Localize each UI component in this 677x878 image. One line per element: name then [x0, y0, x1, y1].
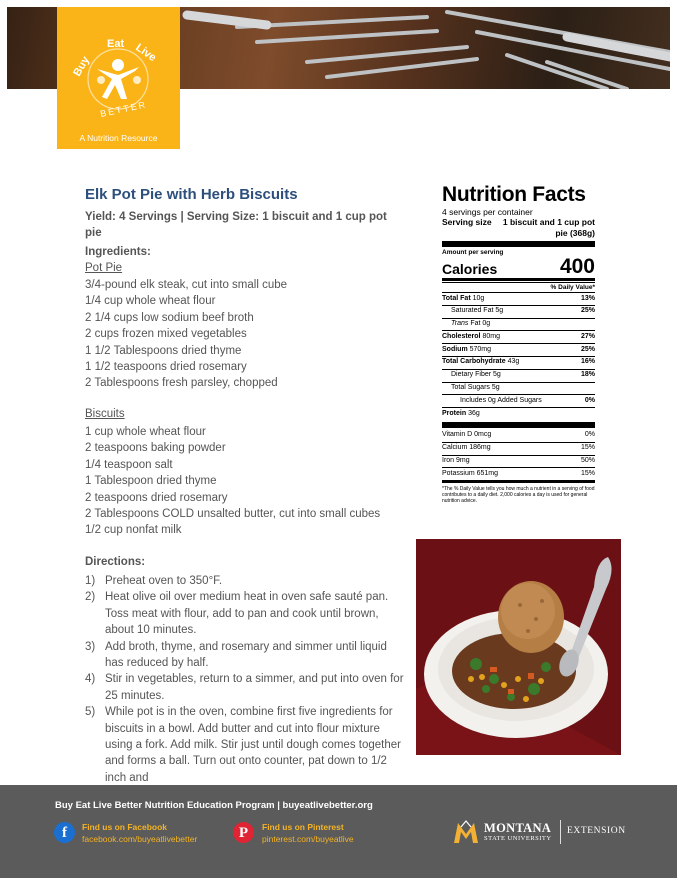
buy-eat-live-better-logo — [57, 7, 180, 149]
vitamin-name: Vitamin D 0mcg — [442, 431, 492, 439]
pinterest-link-url[interactable]: pinterest.com/buyeatlive — [262, 834, 354, 844]
msu-name: MONTANA — [484, 821, 552, 835]
nutrient-name: Includes 0g Added Sugars — [460, 396, 542, 404]
ingredient-item: 1 1/2 Tablespoons dried thyme — [85, 344, 242, 357]
logo-word-eat: Eat — [107, 38, 125, 50]
vitamin-pct: 50% — [580, 457, 595, 465]
nutrient-amount: 10g — [472, 294, 485, 302]
nutrient-amount: Fat 0g — [470, 320, 491, 328]
nutrient-pct: 18% — [580, 371, 595, 379]
nutrient-pct: 13% — [580, 294, 595, 302]
nutrient-row-added-sugars — [442, 394, 595, 407]
nutrient-pct: 16% — [580, 358, 595, 366]
nutrient-amount: 80mg — [482, 332, 500, 340]
recipe-yield: Yield: 4 Servings | Serving Size: 1 biscuit and 1 cup pot pie — [85, 211, 387, 239]
biscuit-ingredients-list — [85, 424, 380, 539]
msu-extension-label: EXTENSION — [567, 826, 626, 836]
nutrient-name: Sodium — [442, 345, 468, 353]
nutrient-row-total-carbohydrate — [442, 356, 595, 369]
direction-step — [85, 573, 405, 589]
directions-list — [85, 573, 405, 786]
msu-subtitle: STATE UNIVERSITY — [484, 835, 552, 842]
logo-tagline: A Nutrition Resource — [79, 133, 158, 143]
ingredient-item: 1/4 cup whole wheat flour — [85, 295, 216, 308]
serving-size — [442, 217, 595, 239]
vitamin-pct: 15% — [580, 469, 595, 477]
step-number: 4) — [85, 673, 96, 686]
nutrient-name: Trans — [451, 320, 469, 328]
logo-word-live: Live — [133, 41, 159, 65]
step-number: 2) — [85, 591, 96, 604]
nutrient-name: Cholesterol — [442, 332, 481, 340]
calories-row — [442, 256, 595, 277]
nutrient-amount: 5g — [493, 371, 501, 379]
daily-value-header: % Daily Value* — [442, 282, 595, 292]
msu-mountain-icon — [452, 818, 480, 846]
vitamin-pct: 0% — [584, 431, 595, 439]
facebook-link-url[interactable]: facebook.com/buyeatlivebetter — [82, 834, 198, 844]
step-number: 1) — [85, 575, 96, 587]
pinterest-link-title[interactable]: Find us on Pinterest — [262, 822, 344, 832]
amount-per-serving: Amount per serving — [442, 249, 504, 256]
ingredient-item: 2 cups frozen mixed vegetables — [85, 328, 247, 341]
divider — [560, 820, 561, 844]
ingredient-item: 1/2 cup nonfat milk — [85, 524, 182, 537]
nutrient-amount: 5g — [491, 384, 500, 392]
serving-size-label: Serving size — [442, 217, 492, 227]
pot-pie-label: Pot Pie — [85, 262, 123, 274]
step-text: Heat olive oil over medium heat in oven safe sauté pan. Toss meat with flour, add to pan and cook until brown, about 10 minutes. — [105, 591, 389, 637]
nutrient-name: Protein — [442, 409, 467, 417]
step-text: Add broth, thyme, and rosemary and simmer until liquid has reduced by half. — [105, 640, 387, 670]
nutrition-facts-panel — [442, 183, 595, 504]
vitamin-name: Iron 9mg — [442, 457, 470, 465]
nutrient-pct: 27% — [580, 332, 595, 340]
step-text: Preheat oven to 350°F. — [105, 575, 223, 587]
divider — [442, 241, 595, 247]
nutrient-amount: 5g — [495, 307, 504, 315]
nutrient-row-total-sugars — [442, 382, 595, 395]
elk-pot-pie-photo — [416, 539, 621, 755]
direction-step — [85, 639, 405, 672]
serving-size-value: 1 biscuit and 1 cup pot pie (368g) — [502, 217, 595, 238]
ingredient-item: 2 teaspoons dried rosemary — [85, 491, 228, 504]
vitamin-row — [442, 430, 595, 442]
msu-extension-logo — [452, 817, 627, 847]
ingredient-item: 1 Tablespoon dried thyme — [85, 475, 217, 488]
nutrient-pct: 0% — [584, 396, 595, 404]
ingredient-item: 2 1/4 cups low sodium beef broth — [85, 311, 254, 324]
nutrient-amount: 36g — [468, 409, 480, 417]
nutrient-pct: 25% — [580, 307, 595, 315]
directions-label: Directions: — [85, 556, 146, 568]
nutrition-facts-title: Nutrition Facts — [442, 183, 586, 206]
facebook-icon[interactable]: f — [54, 822, 75, 843]
ingredient-item: 2 Tablespoons fresh parsley, chopped — [85, 377, 278, 390]
vitamin-row — [442, 467, 595, 480]
ingredient-item: 1 cup whole wheat flour — [85, 426, 206, 438]
vitamin-row — [442, 442, 595, 455]
nutrient-row-total-fat — [442, 292, 595, 305]
direction-step — [85, 589, 405, 638]
pot-pie-ingredients-list — [85, 277, 287, 392]
step-text: While pot is in the oven, combine first five ingredients for biscuits in a bowl. Add butter and cut into flour mixture using a fork. Add milk. Stir just until dough comes together and forms a ball. Turn out onto counter, pat down to 1/2 inch and — [105, 706, 401, 784]
nutrient-pct: 25% — [580, 345, 595, 353]
nutrient-row-saturated-fat — [442, 305, 595, 318]
nutrient-name: Total Carbohydrate — [442, 358, 506, 366]
nutrient-amount: 570mg — [469, 345, 492, 353]
step-number: 3) — [85, 640, 96, 653]
nutrient-name: Dietary Fiber — [451, 371, 492, 379]
nutrient-name: Total Sugars — [451, 384, 490, 392]
ingredient-item: 3/4-pound elk steak, cut into small cube — [85, 279, 288, 291]
ingredient-item: 2 Tablespoons COLD unsalted butter, cut into small cubes — [85, 508, 381, 521]
step-number: 5) — [85, 706, 96, 719]
calories-value: 400 — [559, 255, 595, 278]
divider — [442, 278, 595, 281]
step-text: Stir in vegetables, return to a simmer, and put into oven for 25 minutes. — [105, 673, 404, 702]
vitamin-name: Potassium 651mg — [442, 469, 499, 477]
calories-label: Calories — [442, 261, 498, 277]
footer — [0, 785, 677, 878]
footer-headline: Buy Eat Live Better Nutrition Education Program | buyeatlivebetter.org — [55, 800, 373, 811]
direction-step — [85, 704, 405, 786]
nutrient-row-dietary-fiber — [442, 369, 595, 382]
ingredient-item: 2 teaspoons baking powder — [85, 442, 226, 455]
ingredient-item: 1 1/2 teaspoons dried rosemary — [85, 361, 247, 374]
recipe-title: Elk Pot Pie with Herb Biscuits — [85, 186, 298, 203]
facebook-link-title[interactable]: Find us on Facebook — [82, 822, 168, 832]
nutrient-row-cholesterol — [442, 330, 595, 343]
biscuits-label: Biscuits — [85, 408, 125, 420]
vitamin-row — [442, 455, 595, 468]
direction-step — [85, 671, 405, 704]
nutrient-name: Total Fat — [442, 294, 471, 302]
nutrient-amount: 43g — [507, 358, 520, 366]
daily-value-footnote: *The % Daily Value tells you how much a nutrient in a serving of food contributes to a daily diet. 2,000 calories a day is used for general nutrition advice. — [442, 486, 595, 505]
nutrient-row-protein — [442, 407, 595, 420]
servings-per-container: 4 servings per container — [442, 207, 533, 217]
nutrient-name: Saturated Fat — [451, 307, 494, 315]
nutrient-row-trans-fat — [442, 318, 595, 331]
ingredient-item: 1/4 teaspoon salt — [85, 458, 173, 471]
pinterest-icon[interactable]: P — [233, 822, 254, 843]
divider — [442, 480, 595, 483]
logo-word-better: BETTER — [99, 99, 148, 119]
divider — [442, 422, 595, 428]
vitamin-pct: 15% — [580, 444, 595, 452]
nutrient-row-sodium — [442, 343, 595, 356]
logo-word-buy: Buy — [71, 54, 92, 79]
ingredients-label: Ingredients: — [85, 246, 151, 258]
vitamin-name: Calcium 186mg — [442, 444, 491, 452]
